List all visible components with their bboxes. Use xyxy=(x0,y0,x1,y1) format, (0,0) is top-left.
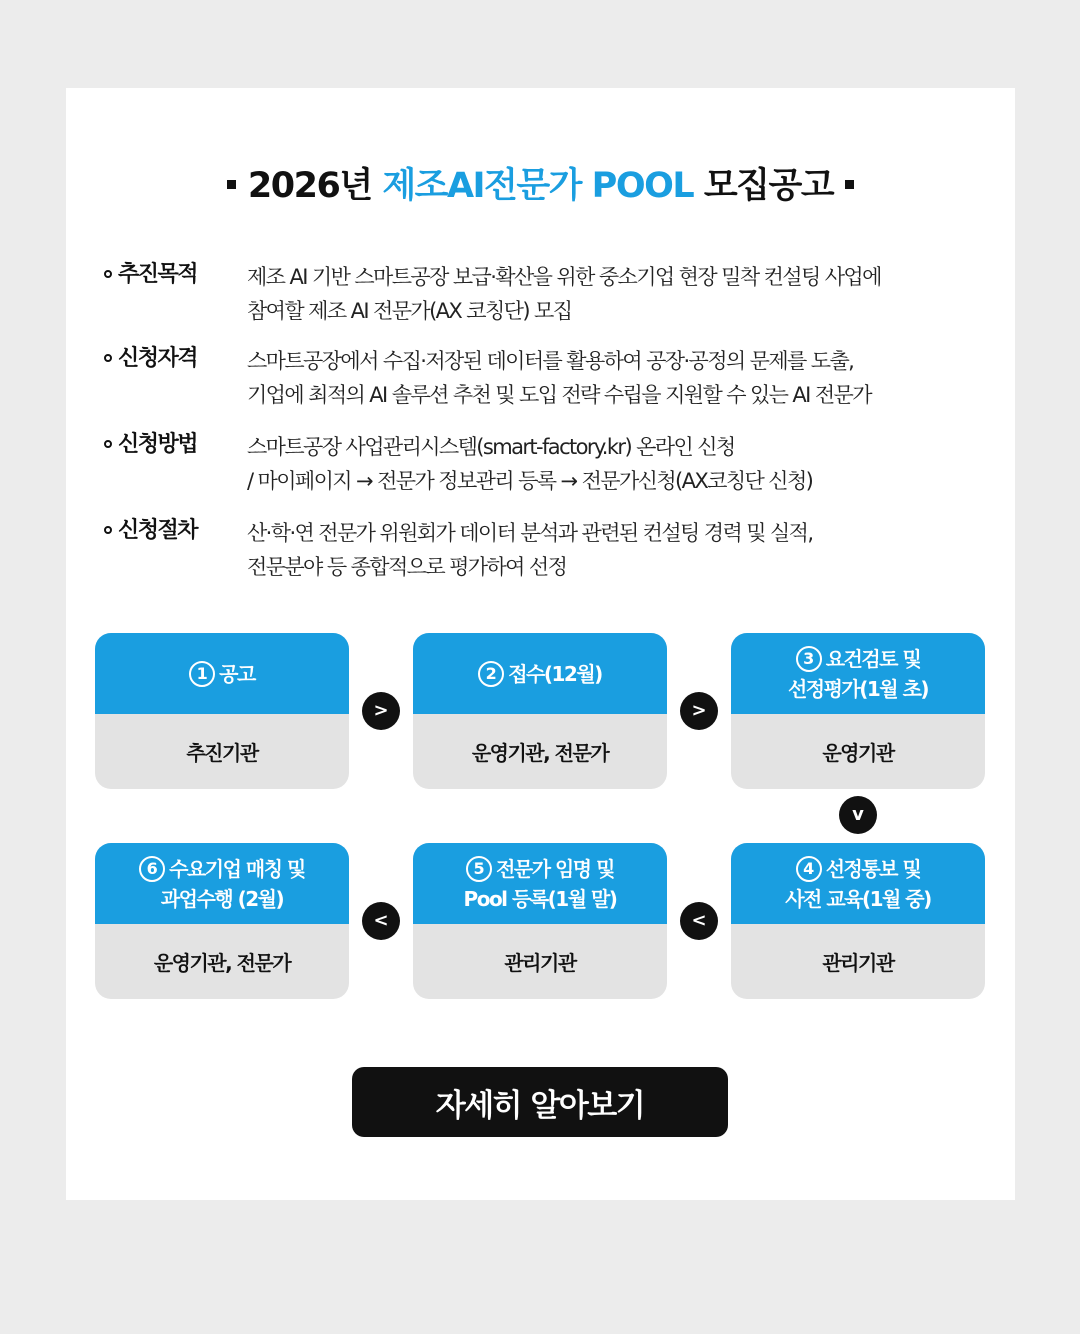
step-number: 2 xyxy=(478,661,504,687)
announcement-card xyxy=(66,88,1015,1200)
step-number: 6 xyxy=(139,856,165,882)
info-label: 추진목적 xyxy=(118,262,198,287)
step-agent: 추진기관 xyxy=(186,741,258,765)
square-bullet-icon xyxy=(227,180,236,189)
step-header xyxy=(731,843,985,924)
step-title-line2: 과업수행 (2월) xyxy=(160,886,284,911)
circle-bullet-icon xyxy=(104,526,112,534)
step-number: 4 xyxy=(796,856,822,882)
step-title: 공고 xyxy=(219,661,255,686)
step-title: 전문가 임명 및 xyxy=(496,856,614,881)
arrow-down-icon: v xyxy=(839,796,877,834)
info-desc xyxy=(247,260,987,328)
arrow-left-icon: < xyxy=(680,902,718,940)
title-year: 2026년 xyxy=(247,166,372,206)
step-title: 선정통보 및 xyxy=(825,856,921,881)
info-desc xyxy=(247,344,987,412)
title-suffix: 모집공고 xyxy=(703,166,834,206)
info-line: / 마이페이지 → 전문가 정보관리 등록 → 전문가신청(AX코칭단 신청) xyxy=(247,469,813,493)
step-header xyxy=(413,843,667,924)
circle-bullet-icon xyxy=(104,270,112,278)
page-title xyxy=(66,164,1015,208)
info-line: 제조 AI 기반 스마트공장 보급·확산을 위한 중소기업 현장 밀착 컨설팅 사업에 xyxy=(247,265,881,289)
step-2 xyxy=(413,633,667,789)
step-6 xyxy=(95,843,349,999)
step-title: 요건검토 및 xyxy=(825,646,921,671)
step-number: 1 xyxy=(189,661,215,687)
step-agent: 운영기관 xyxy=(822,741,894,765)
info-line: 스마트공장 사업관리시스템(smart-factory.kr) 온라인 신청 xyxy=(247,435,735,459)
step-header xyxy=(731,633,985,714)
step-header xyxy=(413,633,667,714)
step-title: 수요기업 매칭 및 xyxy=(169,856,305,881)
step-number: 5 xyxy=(466,856,492,882)
step-4 xyxy=(731,843,985,999)
circle-bullet-icon xyxy=(104,354,112,362)
info-line: 기업에 최적의 AI 솔루션 추천 및 도입 전략 수립을 지원할 수 있는 AI 전문가 xyxy=(247,383,871,407)
step-agent: 운영기관, 전문가 xyxy=(471,741,609,765)
step-header xyxy=(95,633,349,714)
info-label: 신청자격 xyxy=(118,346,198,371)
step-5 xyxy=(413,843,667,999)
step-title-line2: 선정평가(1월 초) xyxy=(787,676,929,701)
step-3 xyxy=(731,633,985,789)
circle-bullet-icon xyxy=(104,440,112,448)
step-number: 3 xyxy=(796,646,822,672)
arrow-right-icon: > xyxy=(680,692,718,730)
info-label: 신청방법 xyxy=(118,432,198,457)
step-agent: 관리기관 xyxy=(822,951,894,975)
info-desc xyxy=(247,516,987,584)
learn-more-button[interactable]: 자세히 알아보기 xyxy=(352,1067,728,1137)
info-line: 스마트공장에서 수집·저장된 데이터를 활용하여 공장·공정의 문제를 도출, xyxy=(247,349,854,373)
step-title: 접수(12월) xyxy=(508,661,602,686)
step-title-line2: Pool 등록(1월 말) xyxy=(463,886,617,911)
info-line: 전문분야 등 종합적으로 평가하여 선정 xyxy=(247,555,567,579)
square-bullet-icon xyxy=(845,180,854,189)
step-agent: 운영기관, 전문가 xyxy=(153,951,291,975)
step-1 xyxy=(95,633,349,789)
arrow-right-icon: > xyxy=(362,692,400,730)
step-agent: 관리기관 xyxy=(504,951,576,975)
title-highlight: 제조AI전문가 POOL xyxy=(382,166,694,206)
info-line: 참여할 제조 AI 전문가(AX 코칭단) 모집 xyxy=(247,299,572,323)
step-header xyxy=(95,843,349,924)
info-desc xyxy=(247,430,987,498)
step-title-line2: 사전 교육(1월 중) xyxy=(785,886,931,911)
arrow-left-icon: < xyxy=(362,902,400,940)
info-line: 산·학·연 전문가 위원회가 데이터 분석과 관련된 컨설팅 경력 및 실적, xyxy=(247,521,813,545)
info-label: 신청절차 xyxy=(118,518,198,543)
